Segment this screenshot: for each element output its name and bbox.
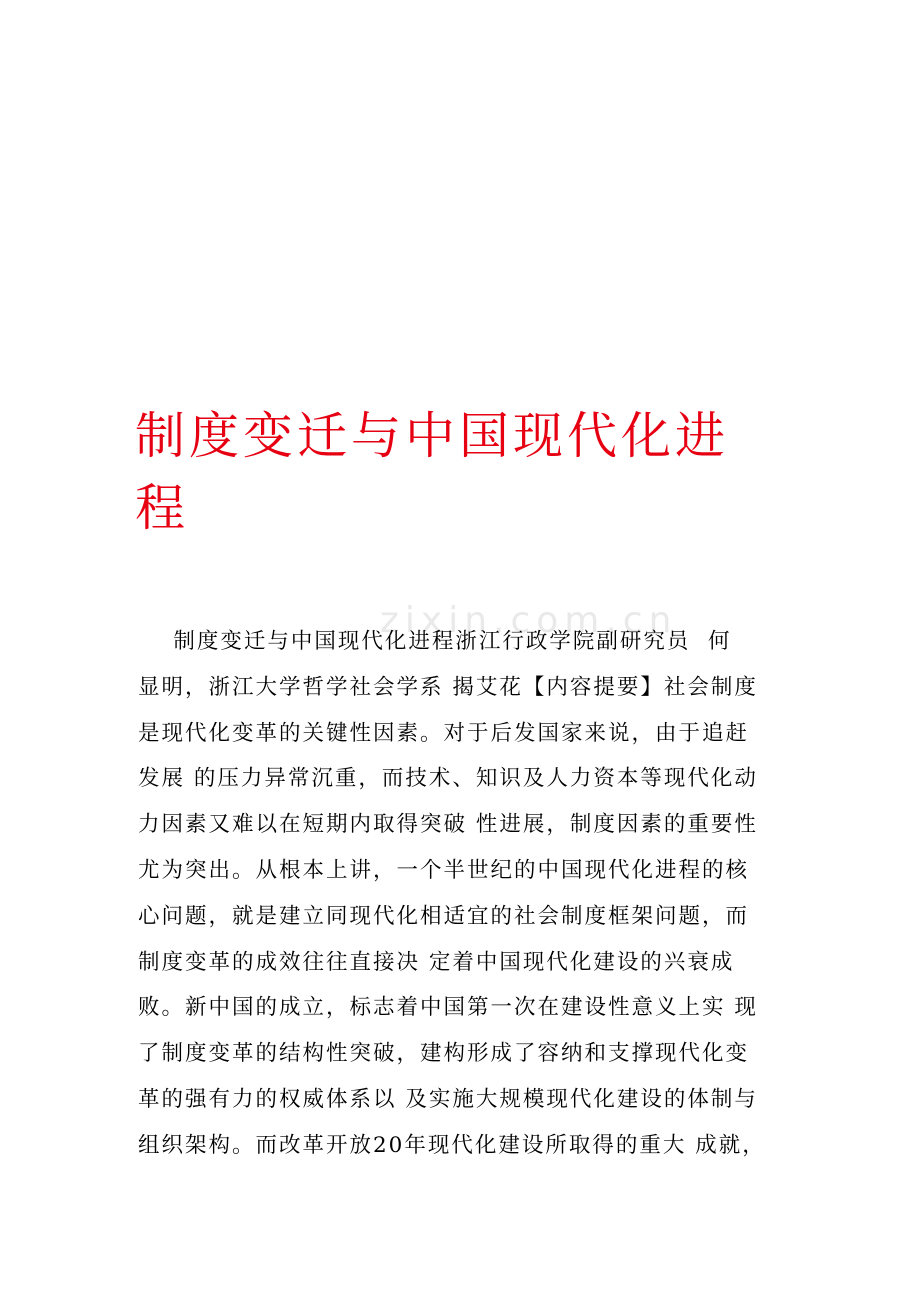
watermark: zixin.com.cn <box>380 600 678 641</box>
document-body: 制度变迁与中国现代化进程浙江行政学院副研究员 何 显明，浙江大学哲学社会学系 揭艾花【内容提要】社会制度 是现代化变革的关键性因素。对于后发国家来说，由于追赶 发展 的压力异常沉重，而技术、知识及人力资本等现代化动 力因素又难以在短期内取得突破 性进展，制度因素的重要性 尤为突出。从根本上讲，一个半世纪的中国现代化进程的核 心问题，就是建立同现代化相适宜的社会制度框架问题，而 制度变革的成效往往直接决 定着中国现代化建设的兴衰成 败。新中国的成立，标志着中国第一次在建设性意义上实 现 了制度变革的结构性突破，建构形成了容纳和支撑现代化变 革的强有力的权威体系以 及实施大规模现代化建设的体制与 组织架构。而改革开放20年现代化建设所取得的重大 成就， <box>138 629 766 1158</box>
document-title: 制度变迁与中国现代化进 程 <box>135 407 729 537</box>
